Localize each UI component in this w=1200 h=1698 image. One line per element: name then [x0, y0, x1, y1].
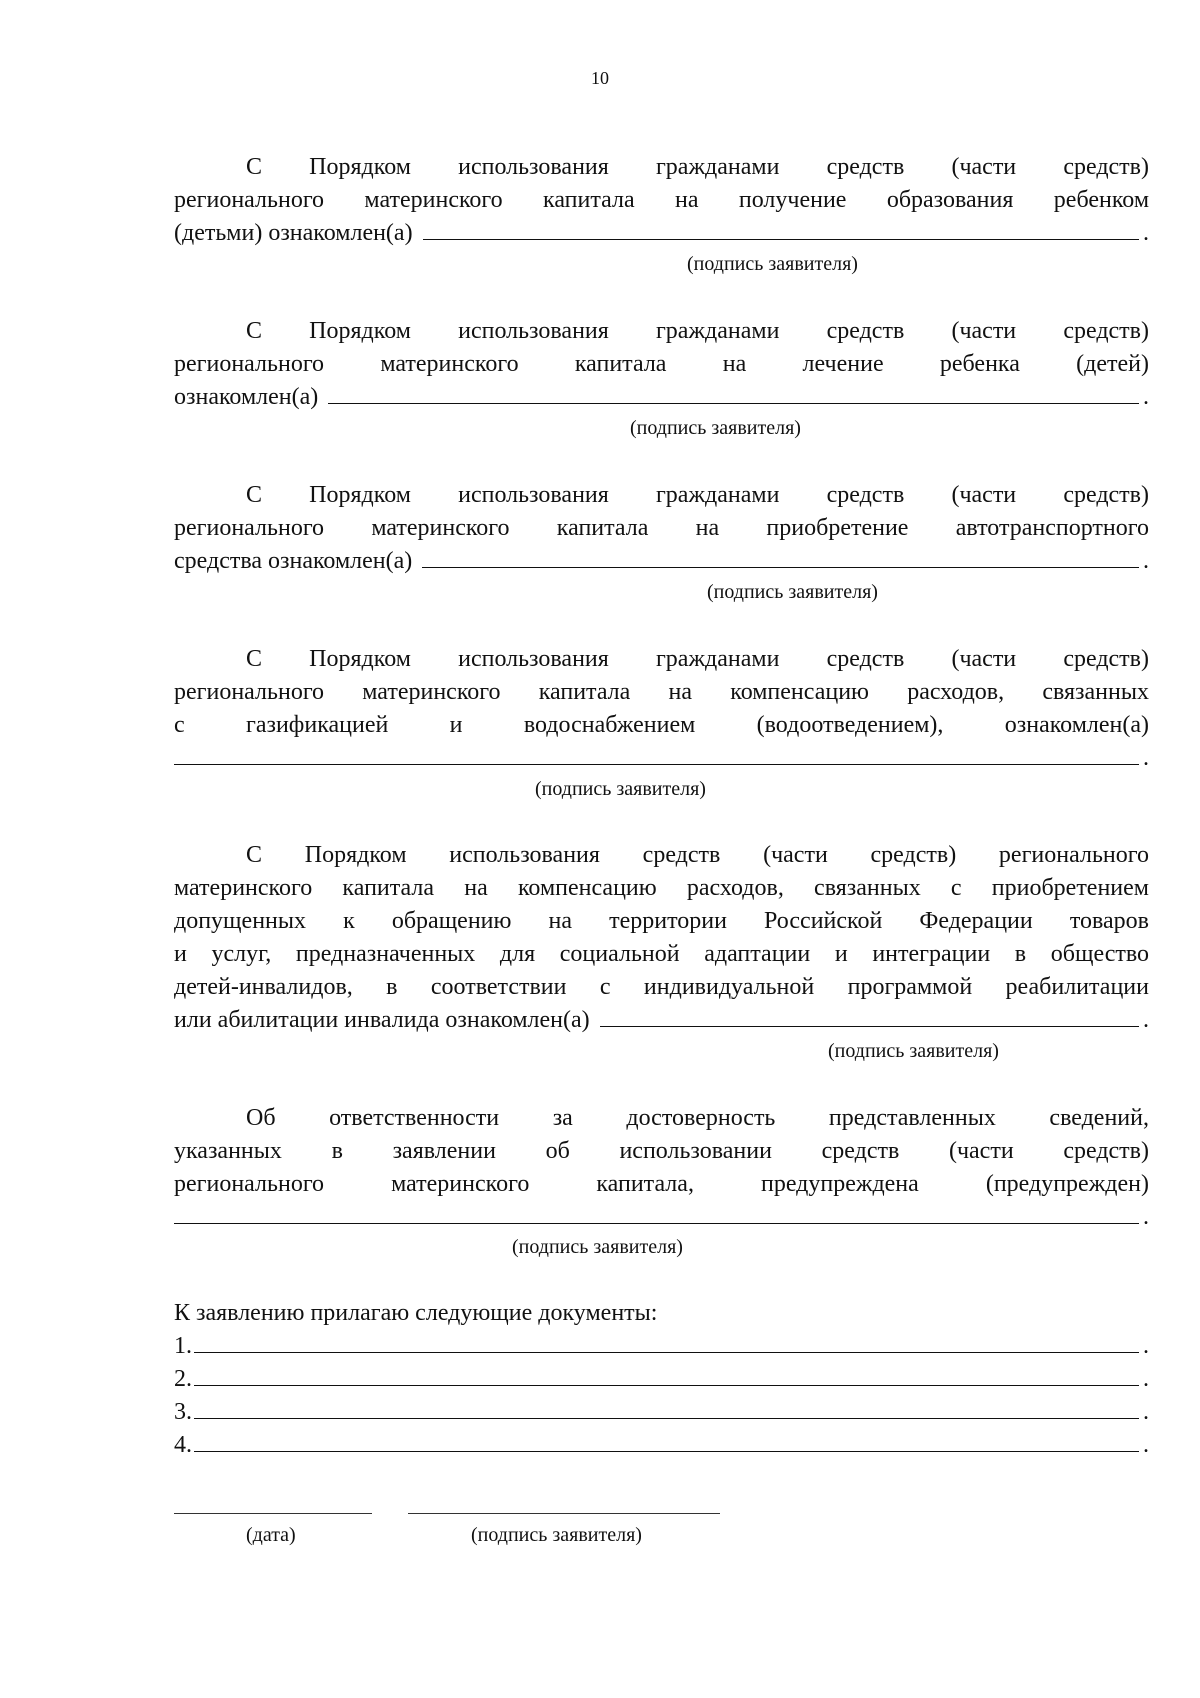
b5-line-5: детей-инвалидов, в соответствии с индивидуальной программой реабилитации — [174, 974, 1149, 1000]
b2-signature-caption: (подпись заявителя) — [630, 417, 801, 439]
b5-signature-caption: (подпись заявителя) — [828, 1040, 999, 1062]
b6-line-2: указанных в заявлении об использовании средств (части средств) — [174, 1138, 1149, 1164]
b1-line-1: С Порядком использования гражданами средств (части средств) — [246, 154, 1149, 180]
document-item-3: 3. . — [174, 1396, 1149, 1428]
document-item-4: 4. . — [174, 1429, 1149, 1461]
document-number: 2. — [174, 1366, 192, 1392]
b2-line-2: регионального материнского капитала на лечение ребенка (детей) — [174, 351, 1149, 377]
document-line[interactable] — [194, 1330, 1139, 1353]
b1-line-3: (детьми) ознакомлен(а) . — [174, 217, 1149, 249]
b2-acknowledged-text: ознакомлен(а) — [174, 384, 319, 410]
document-item-2: 2. . — [174, 1363, 1149, 1395]
b5-line-3: допущенных к обращению на территории Российской Федерации товаров — [174, 908, 1149, 934]
b4-line-3: с газификацией и водоснабжением (водоотведением), ознакомлен(а) — [174, 712, 1149, 738]
b4-line-2: регионального материнского капитала на компенсацию расходов, связанных — [174, 679, 1149, 705]
page-number: 10 — [591, 68, 609, 88]
b3-line-1: С Порядком использования гражданами средств (части средств) — [246, 482, 1149, 508]
b6-signature-line[interactable] — [174, 1201, 1139, 1224]
b6-line-4: . — [174, 1201, 1149, 1233]
b6-line-3: регионального материнского капитала, предупреждена (предупрежден) — [174, 1171, 1149, 1197]
documents-heading: К заявлению прилагаю следующие документы: — [174, 1300, 658, 1326]
b3-signature-caption: (подпись заявителя) — [707, 581, 878, 603]
document-line[interactable] — [194, 1429, 1139, 1452]
b4-line-1: С Порядком использования гражданами средств (части средств) — [246, 646, 1149, 672]
document-line[interactable] — [194, 1363, 1139, 1386]
document-number: 3. — [174, 1399, 192, 1425]
b4-signature-line[interactable] — [174, 742, 1139, 765]
b5-signature-line[interactable] — [600, 1004, 1139, 1027]
b1-acknowledged-text: (детьми) ознакомлен(а) — [174, 220, 413, 246]
b1-signature-line[interactable] — [423, 217, 1139, 240]
b3-line-2: регионального материнского капитала на приобретение автотранспортного — [174, 515, 1149, 541]
b3-acknowledged-text: средства ознакомлен(а) — [174, 548, 413, 574]
b4-signature-caption: (подпись заявителя) — [535, 778, 706, 800]
date-caption: (дата) — [246, 1524, 296, 1546]
document-item-1: 1. . — [174, 1330, 1149, 1362]
b4-line-4: . — [174, 742, 1149, 774]
b5-acknowledged-text: или абилитации инвалида ознакомлен(а) — [174, 1007, 590, 1033]
b5-line-2: материнского капитала на компенсацию расходов, связанных с приобретением — [174, 875, 1149, 901]
b3-line-3: средства ознакомлен(а) . — [174, 545, 1149, 577]
b3-signature-line[interactable] — [422, 545, 1139, 568]
b6-line-1: Об ответственности за достоверность представленных сведений, — [246, 1105, 1149, 1131]
date-line[interactable] — [174, 1513, 372, 1514]
b5-line-6: или абилитации инвалида ознакомлен(а) . — [174, 1004, 1149, 1036]
final-signature-caption: (подпись заявителя) — [471, 1524, 642, 1546]
document-line[interactable] — [194, 1396, 1139, 1419]
document-number: 4. — [174, 1432, 192, 1458]
document-number: 1. — [174, 1333, 192, 1359]
b1-signature-caption: (подпись заявителя) — [687, 253, 858, 275]
b5-line-4: и услуг, предназначенных для социальной адаптации и интеграции в общество — [174, 941, 1149, 967]
b2-line-1: С Порядком использования гражданами средств (части средств) — [246, 318, 1149, 344]
b2-line-3: ознакомлен(а) . — [174, 381, 1149, 413]
b5-line-1: С Порядком использования средств (части средств) регионального — [246, 842, 1149, 868]
b2-signature-line[interactable] — [328, 381, 1139, 404]
b6-signature-caption: (подпись заявителя) — [512, 1236, 683, 1258]
final-signature-line[interactable] — [408, 1513, 720, 1514]
b1-line-2: регионального материнского капитала на получение образования ребенком — [174, 187, 1149, 213]
